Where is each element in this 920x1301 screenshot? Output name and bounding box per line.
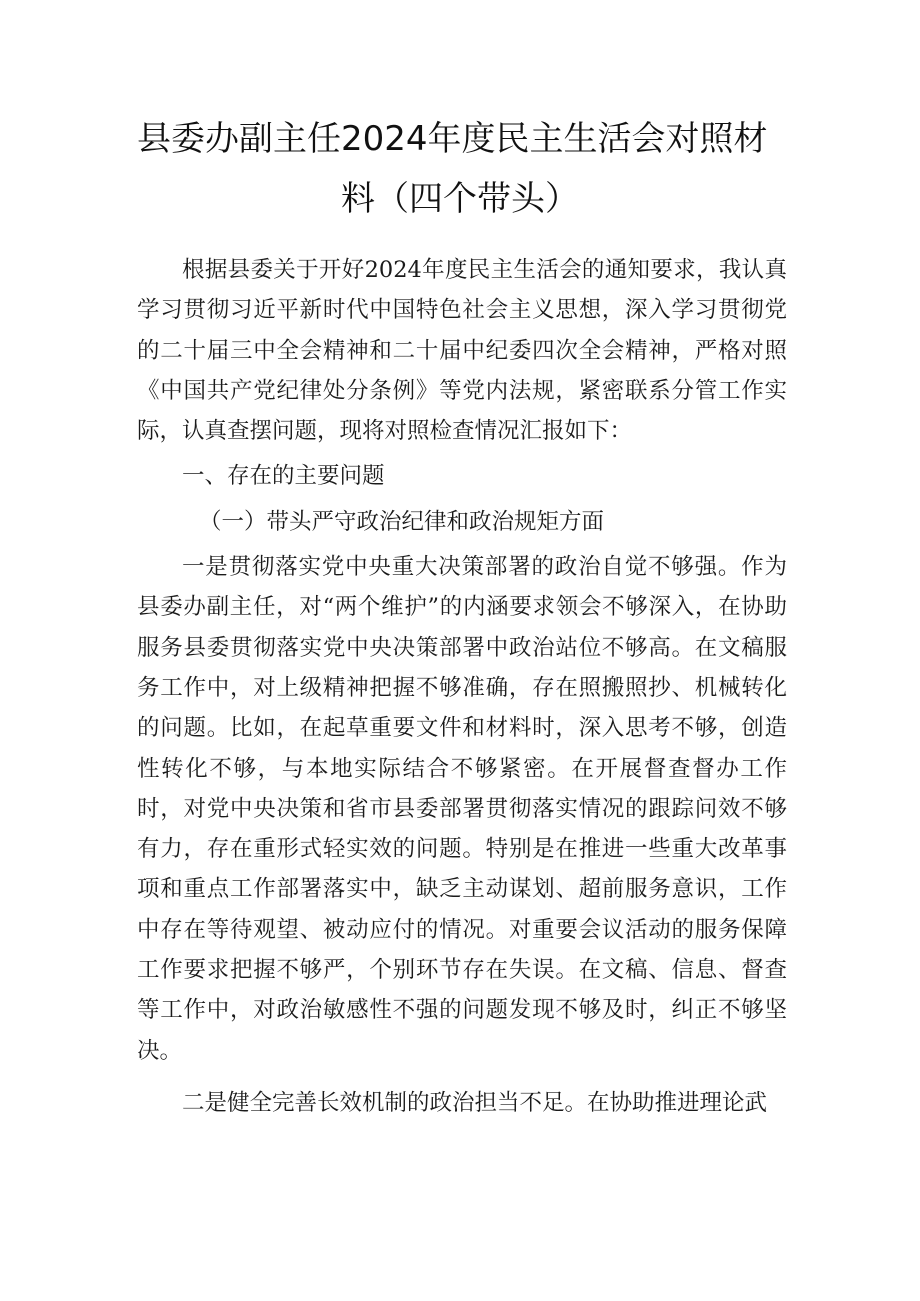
- document-title-line-1: 县委办副主任2024年度民主生活会对照材: [137, 119, 768, 159]
- document-body: [137, 250, 787, 1123]
- document-title-line-2: 料（四个带头）: [341, 179, 579, 219]
- section-heading: 一、存在的主要问题: [182, 463, 385, 490]
- intro-paragraph: 根据县委关于开好2024年度民主生活会的通知要求，我认真学习贯彻习近平新时代中国特色社会主义思想，深入学习贯彻党的二十届三中全会精神和二十届中纪委四次全会精神，严格对照《中国共产党纪律处分条例》等党内法规，紧密联系分管工作实际，认真查摆问题，现将对照检查情况汇报如下：: [137, 257, 787, 445]
- subsection-heading: （一）带头严守政治纪律和政治规矩方面: [199, 508, 605, 535]
- body-paragraph-2: 二是健全完善长效机制的政治担当不足。在协助推进理论武: [182, 1089, 768, 1116]
- body-paragraph-1: 一是贯彻落实党中央重大决策部署的政治自觉不够强。作为县委办副主任，对“两个维护”的内涵要求领会不够深入，在协助服务县委贯彻落实党中央决策部署中政治站位不够高。在文稿服务工作中，对上级精神把握不够准确，存在照搬照抄、机械转化的问题。比如，在起草重要文件和材料时，深入思考不够，创造性转化不够，与本地实际结合不够紧密。在开展督查督办工作时，对党中央决策和省市县委部署贯彻落实情况的跟踪问效不够有力，存在重形式轻实效的问题。特别是在推进一些重大改革事项和重点工作部署落实中，缺乏主动谋划、超前服务意识，工作中存在等待观望、被动应付的情况。对重要会议活动的服务保障工作要求把握不够严，个别环节存在失误。在文稿、信息、督查等工作中，对政治敏感性不强的问题发现不够及时，纠正不够坚决。: [137, 554, 787, 1064]
